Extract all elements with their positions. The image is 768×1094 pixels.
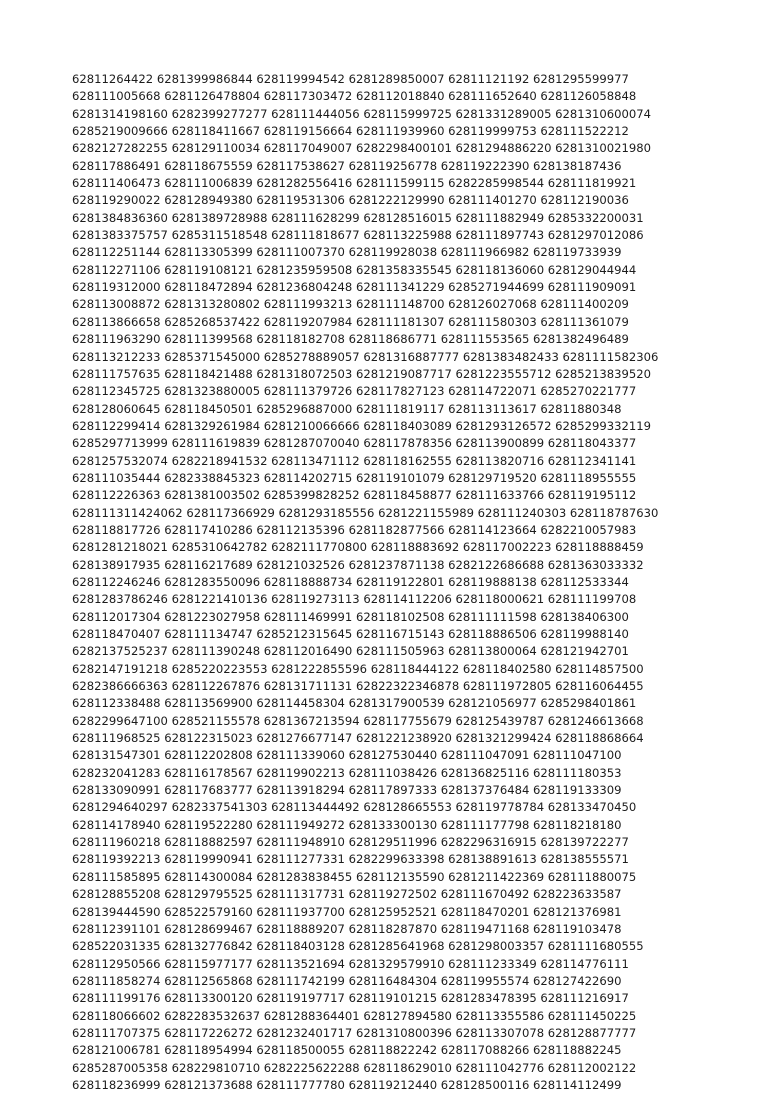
text-line: 628111035444 6282338845323 628114202715 628119101079 628129719520 6281118955555 [72,470,637,485]
text-line: 6285219009666 628118411667 628119156664 628111939960 628119999753 628111522212 [72,124,629,139]
text-line: 628119312000 628118472894 6281236804248 628111341229 6285271944699 628111909091 [72,280,637,295]
text-line: 628112338488 628113569900 628114458304 6281317900539 628121056977 6285298401861 [72,696,637,711]
text-line: 628121006781 628118954994 628118500055 628118822242 628117088266 628118882245 [72,1043,622,1058]
text-line: 6281384836360 6281389728988 628111628299 628128516015 628111882949 6285332200031 [72,210,644,225]
text-line: 628112246246 6281283550096 628118888734 628119122801 628119888138 628112533344 [72,574,629,589]
text-line: 628133090991 628117683777 628113918294 628117897333 628137376484 628119133309 [72,783,622,798]
text-line: 628112299414 6281329261984 6281210066666 628118403089 6281293126572 6285299332119 [72,418,652,433]
text-line: 628113866658 6285268537422 628119207984 628111181307 628111580303 628111361079 [72,314,629,329]
text-line: 628111858274 628112565868 628111742199 628116484304 628119955574 628127422690 [72,973,622,988]
text-line: 628111005668 6281126478804 628117303472 628112018840 628111652640 6281126058848 [72,89,637,104]
text-line: 628117886491 628118675559 628117538627 628119256778 628119222390 628138187436 [72,158,622,173]
text-line: 6282299647100 628521155578 6281367213594 628117755679 628125439787 6281246613668 [72,713,644,728]
text-line: 628119290022 628128949380 628119531306 6281222129990 628111401270 628112190036 [72,193,629,208]
text-line: 628111960218 628118882597 628111948910 628129511996 6282296316915 628139722277 [72,835,629,850]
text-line: 628119392213 628119990941 628111277331 6282299633398 628138891613 628138555571 [72,852,629,867]
text-line: 628111199176 628113300120 628119197717 628119101215 6281283478395 628111216917 [72,991,629,1006]
text-line: 628112271106 628119108121 6281235959508 6281358335545 628118136060 628129044944 [72,262,637,277]
text-line: 628111968525 628122315023 6281276677147 6281221238920 6281321299424 628118868664 [72,731,644,746]
text-line: 628113212233 6285371545000 6285278889057 6281316887777 6281383482433 6281111582306 [72,349,659,364]
text-line: 6282127282255 628129110034 628117049007 6282298400101 6281294886220 6281310021980 [72,141,652,156]
text-line: 628118817726 628117410286 628112135396 6281182877566 628114123664 6282210057983 [72,522,637,537]
phone-number-list [72,71,712,1094]
text-line: 6281314198160 6282399277277 628111444056 628115999725 6281331289005 6281310600074 [72,106,652,121]
text-line: 628112345725 6281323880005 628111379726 628117827123 628114722071 6285270221777 [72,384,637,399]
text-line: 6281383375757 6285311518548 628111818677 628113225988 628111897743 6281297012086 [72,228,644,243]
text-line: 628128060645 628118450501 6285296887000 628111819117 628113113617 62811880348 [72,401,622,416]
text-line: 628118236999 628121373688 628111777780 628119212440 628128500116 628114112499 [72,1077,622,1092]
text-line: 628112251144 628113305399 628111007370 628119928038 628111966982 628119733939 [72,245,622,260]
text-line: 6282147191218 6285220223553 6281222855596 628118444122 628118402580 628114857500 [72,661,644,676]
text-line: 628111406473 628111006839 6281282556416 628111599115 6282285998544 628111819921 [72,176,637,191]
text-line: 628138917935 628116217689 628121032526 6281237871138 6282122686688 6281363033332 [72,557,644,572]
text-line: 628111311424062 628117366929 6281293185556 6281221155989 628111240303 628118787630 [72,505,659,520]
text-line: 628118470407 628111134747 6285212315645 628116715143 628118886506 628119988140 [72,627,629,641]
text-line: 6281294640297 6282337541303 628113444492 628128665553 628119778784 628133470450 [72,800,637,815]
text-line: 628111585895 628114300084 6281283838455 628112135590 6281211422369 628111880075 [72,869,637,884]
text-line: 628111757635 628118421488 6281318072503 6281219087717 6281223555712 6285213839520 [72,366,652,381]
text-line: 6282386666363 628112267876 628131711131 62822322346878 628111972805 628116064455 [72,679,644,694]
text-line: 628112017304 6281223027958 628111469991 628118102508 628111111598 628138406300 [72,609,629,624]
text-line: 628112950566 628115977177 628113521694 6281329579910 628111233349 628114776111 [72,956,629,971]
text-line: 6281257532074 6282218941532 628113471112 628118162555 628113820716 628112341141 [72,453,637,468]
text-line: 628112226363 6281381003502 6285399828252 628118458877 628111633766 628119195112 [72,488,637,503]
text-line: 628232041283 628116178567 628119902213 628111038426 628136825116 628111180353 [72,765,622,780]
text-line: 628111707375 628117226272 6281232401717 6281310800396 628113307078 628128877777 [72,1025,637,1040]
text-line: 6282137525237 628111390248 628112016490 628111505963 628113800064 628121942701 [72,644,629,659]
text-line: 62811264422 6281399986844 628119994542 6281289850007 62811121192 6281295599977 [72,72,629,86]
text-line: 628113008872 6281313280802 628111993213 628111148700 628126027068 628111400209 [72,297,629,312]
text-line: 6285297713999 628111619839 6281287070040 628117878356 628113900899 628118043377 [72,436,637,451]
text-line: 628139444590 628522579160 628111937700 628125952521 628118470201 628121376981 [72,904,622,919]
text-line: 6285287005358 628229810710 6282225622288 628118629010 628111042776 628112002122 [72,1060,637,1075]
text-line: 628112391101 628128699467 628118889207 628118287870 628119471168 628119103478 [72,921,622,936]
text-line: 6281281218021 6285310642782 6282111770800 628118883692 628117002223 628118888459 [72,540,644,555]
text-line: 628114178940 628119522280 628111949272 628133300130 628111177798 628118218180 [72,817,622,832]
text-line: 628522031335 628132776842 628118403128 6281285641968 6281298003357 6281111680555 [72,939,644,954]
text-line: 6281283786246 6281221410136 628119273113 628114112206 628118000621 628111199708 [72,592,637,607]
text-line: 628131547301 628112202808 628111339060 628127530440 628111047091 628111047100 [72,748,622,763]
text-line: 628128855208 628129795525 628111317731 628119272502 628111670492 628223633587 [72,887,622,902]
text-line: 628118066602 6282283532637 6281288364401 628127894580 628113355586 628111450225 [72,1008,637,1023]
text-line: 628111963290 628111399568 628118182708 628118686771 628111553565 6281382496489 [72,332,629,347]
